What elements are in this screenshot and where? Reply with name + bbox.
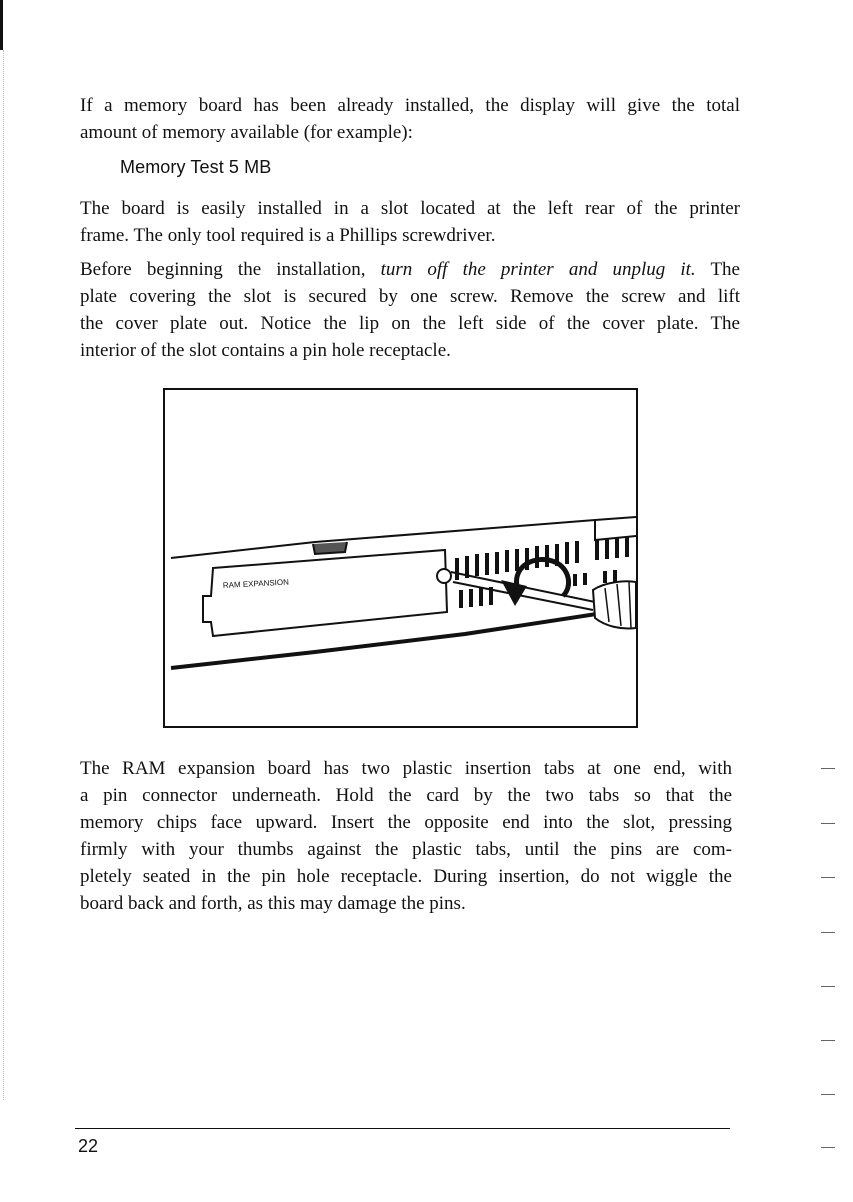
text-line: interior of the slot contains a pin hole receptacle. <box>80 340 451 361</box>
scan-mark <box>821 932 835 933</box>
text-line: The RAM expansion board has two plastic insertion tabs at one end, with <box>80 758 732 779</box>
text-run: The <box>695 259 740 280</box>
scan-mark <box>821 768 835 769</box>
scan-mark <box>821 1147 835 1148</box>
paragraph-ram-board-insertion <box>80 755 732 917</box>
plate-label: RAM EXPANSION <box>222 577 290 590</box>
paragraph-memory-installed <box>80 92 740 146</box>
scan-mark <box>821 877 835 878</box>
text-line: the cover plate out. Notice the lip on the left side of the cover plate. The <box>80 313 740 334</box>
text-line: The board is easily installed in a slot located at the left rear of the printer <box>80 198 740 219</box>
paragraph-before-installation <box>80 256 740 364</box>
slot-tab <box>313 542 347 554</box>
scan-edge-dots <box>3 50 6 1100</box>
text-line: amount of memory available (for example): <box>80 122 413 143</box>
cover-plate <box>203 550 447 636</box>
binding-edge <box>0 0 3 50</box>
text-line: firmly with your thumbs against the plastic tabs, until the pins are com- <box>80 839 732 860</box>
text-line: frame. The only tool required is a Phillips screwdriver. <box>80 225 496 246</box>
text-line: plate covering the slot is secured by one screw. Remove the screw and lift <box>80 286 740 307</box>
footer-rule <box>75 1128 730 1129</box>
text-line: memory chips face upward. Insert the opposite end into the slot, pressing <box>80 812 732 833</box>
text-line: If a memory board has been already installed, the display will give the total <box>80 95 740 116</box>
text-line: board back and forth, as this may damage the pins. <box>80 893 466 914</box>
scan-mark <box>821 1094 835 1095</box>
scan-mark <box>821 986 835 987</box>
text-run: Before beginning the installation, <box>80 259 381 280</box>
warning-emphasis: turn off the printer and unplug it. <box>380 259 696 280</box>
scan-mark <box>821 823 835 824</box>
figure-ram-slot-illustration <box>163 388 638 728</box>
text-line <box>80 256 740 283</box>
margin-scan-marks <box>815 0 835 1202</box>
page-number: 22 <box>78 1136 99 1156</box>
screw <box>437 569 451 583</box>
display-example: Memory Test 5 MB <box>120 157 272 177</box>
text-line: a pin connector underneath. Hold the card by the two tabs so that the <box>80 785 732 806</box>
paragraph-board-location <box>80 195 740 249</box>
text-line: pletely seated in the pin hole receptacle. During insertion, do not wiggle the <box>80 866 732 887</box>
ram-slot-drawing <box>165 390 636 726</box>
scan-mark <box>821 1040 835 1041</box>
slot-housing <box>595 520 636 540</box>
